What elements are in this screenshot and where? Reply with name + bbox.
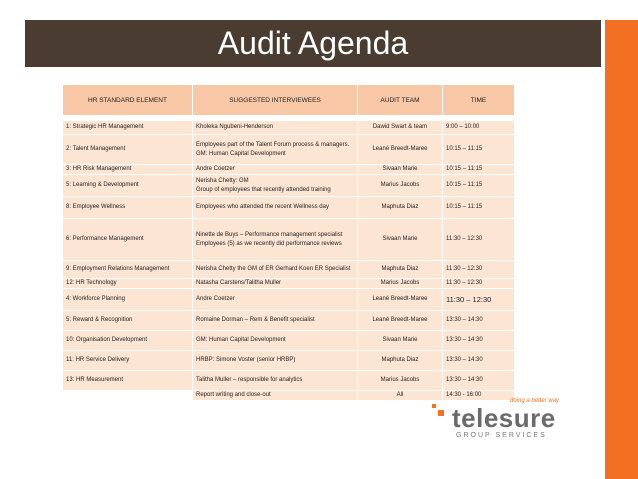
cell-element: 9: Employment Relations Management (63, 261, 193, 279)
table-row (63, 311, 515, 331)
cell-team: Marius Jacobs (358, 175, 443, 197)
cell-team: Sivaan Marie (358, 165, 443, 175)
cell-interviewees: Nerisha Chetty the GM of ER Gerhard Koen ER Specialist (193, 261, 358, 279)
table-row (63, 261, 515, 279)
table-row (63, 279, 515, 289)
table-row (63, 135, 515, 165)
table-row (63, 331, 515, 351)
header-audit-team: AUDIT TEAM (358, 85, 443, 116)
cell-element: 4: Workforce Planning (63, 289, 193, 311)
table-row (63, 289, 515, 311)
table-row (63, 351, 515, 371)
cell-element: 13: HR Measurement (63, 371, 193, 391)
cell-element: 6: Performance Management (63, 219, 193, 261)
cell-team: Marius Jacobs (358, 371, 443, 391)
cell-interviewees: Romaine Dorman – Rem & Benefit specialist (193, 311, 358, 331)
cell-team: Maphuta Diaz (358, 351, 443, 371)
cell-team: Maphuta Diaz (358, 197, 443, 219)
telesure-logo: telesure (452, 403, 556, 433)
cell-interviewees: Nerisha Chetty: GM Group of employees that recently attended training (193, 175, 358, 197)
table-row (63, 371, 515, 391)
cell-element: 1: Strategic HR Management (63, 121, 193, 135)
cell-team: Leané Breedt-Maree (358, 289, 443, 311)
cell-interviewees: Kholeka Ngubeni-Henderson (193, 121, 358, 135)
agenda-table (62, 84, 515, 401)
cell-team: Leané Breedt-Maree (358, 135, 443, 165)
cell-interviewees: Natasha Carstens/Talitha Muller (193, 279, 358, 289)
logo-subtitle: GROUP SERVICES (456, 432, 547, 439)
cell-element: 3: HR Risk Management (63, 165, 193, 175)
cell-interviewees: Employees who attended the recent Wellness day (193, 197, 358, 219)
cell-element: 10: Organisation Development (63, 331, 193, 351)
cell-time: 10:15 – 11:15 (443, 135, 515, 165)
table-row (63, 121, 515, 135)
header-hr-standard-element: HR STANDARD ELEMENT (63, 85, 193, 116)
cell-element: 5: Reward & Recognition (63, 311, 193, 331)
cell-interviewees: GM: Human Capital Development (193, 331, 358, 351)
cell-time: 13:30 – 14:30 (443, 371, 515, 391)
table-header-row (63, 85, 515, 116)
cell-time: 11:30 – 12:30 (443, 261, 515, 279)
cell-interviewees: Ninette de Buys – Performance management specialist Employees (5) as we recently did performance reviews (193, 219, 358, 261)
logo-tagline: doing a better way (510, 398, 560, 404)
cell-team: Maphuta Diaz (358, 261, 443, 279)
accent-bar (605, 20, 638, 479)
cell-interviewees: Andre Coetzer (193, 165, 358, 175)
cell-time: 10:15 – 11:15 (443, 165, 515, 175)
cell-team: Sivaan Marie (358, 331, 443, 351)
cell-element (63, 391, 193, 401)
cell-team: Dawid Swart & team (358, 121, 443, 135)
cell-interviewees: Report writing and close-out (193, 391, 358, 401)
header-time: TIME (443, 85, 515, 116)
header-suggested-interviewees: SUGGESTED INTERVIEWEES (193, 85, 358, 116)
cell-element: 8: Employee Wellness (63, 197, 193, 219)
table-row (63, 219, 515, 261)
cell-time: 10:15 – 11:15 (443, 197, 515, 219)
slide-title: Audit Agenda (217, 25, 409, 61)
cell-time: 13:30 – 14:30 (443, 331, 515, 351)
table-row (63, 165, 515, 175)
logo-mark (438, 410, 444, 416)
cell-time: 10:15 – 11:15 (443, 175, 515, 197)
cell-time: 9:00 – 10:00 (443, 121, 515, 135)
cell-interviewees: Employees part of the Talent Forum process & managers. GM: Human Capital Development (193, 135, 358, 165)
table-row (63, 197, 515, 219)
cell-time: 13:30 – 14:30 (443, 351, 515, 371)
cell-element: 12: HR Technology (63, 279, 193, 289)
cell-time: 11:30 – 12:30 (443, 289, 515, 311)
cell-interviewees: HRBP: Simone Voster (senior HRBP) (193, 351, 358, 371)
cell-element: 11: HR Service Delivery (63, 351, 193, 371)
cell-interviewees: Andre Coetzer (193, 289, 358, 311)
cell-team: Marius Jacobs (358, 279, 443, 289)
cell-element: 5: Learning & Development (63, 175, 193, 197)
cell-team: All (358, 391, 443, 401)
table-row (63, 391, 515, 401)
cell-time: 14:30 - 16:00 (443, 391, 515, 401)
cell-time: 13:30 – 14:30 (443, 311, 515, 331)
cell-time: 11:30 – 12:30 (443, 219, 515, 261)
table-row (63, 175, 515, 197)
cell-team: Leané Breedt-Maree (358, 311, 443, 331)
cell-element: 2: Talent Management (63, 135, 193, 165)
cell-interviewees: Talitha Muller – responsible for analytics (193, 371, 358, 391)
cell-time: 11:30 – 12:30 (443, 279, 515, 289)
cell-team: Sivaan Marie (358, 219, 443, 261)
logo-mark-small (432, 404, 436, 408)
title-bar (25, 20, 601, 67)
